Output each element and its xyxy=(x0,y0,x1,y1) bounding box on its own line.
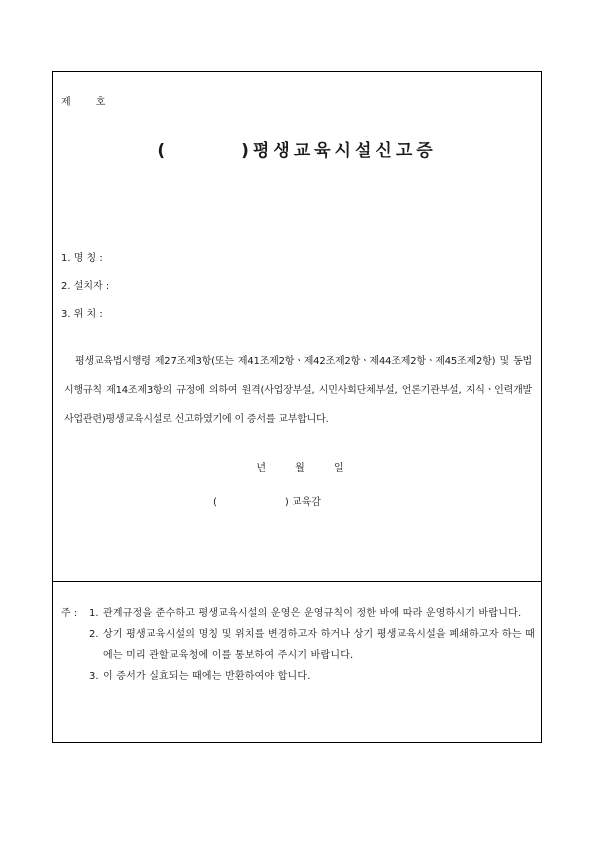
field-location-label: 3. 위 치 : xyxy=(61,309,103,320)
notes-heading: 주 : xyxy=(61,608,78,619)
certificate-body-text: 평생교육법시행령 제27조제3항(또는 제41조제2항ㆍ제42조제2항ㆍ제44조제2항ㆍ제45조제2항) 및 동법시행규칙 제14조제3항의 규정에 의하여 원격(사업장부설, 시민사회단체부설, 언론기관부설, 지식ㆍ인력개발사업관련)평생교육시설로 신고하였기에 이 증서를 교부합니다. xyxy=(64,356,532,425)
office-title: ) 교육감 xyxy=(284,497,321,508)
page-title xyxy=(53,136,541,161)
note-item xyxy=(89,624,535,666)
notes-section xyxy=(61,603,535,687)
field-founder-label: 2. 설치자 : xyxy=(61,281,110,292)
note-item xyxy=(89,666,535,687)
note-text: 관계규정을 준수하고 평생교육시설의 운영은 운영규칙이 정한 바에 따라 운영하시기 바랍니다. xyxy=(103,608,522,619)
issue-date-line: 년 월 일 xyxy=(256,463,344,474)
note-text: 이 증서가 실효되는 때에는 반환하여야 합니다. xyxy=(103,671,311,682)
note-number: 3. xyxy=(89,671,99,682)
notes-divider xyxy=(53,581,541,582)
certificate-frame xyxy=(52,71,542,743)
note-text: 상기 평생교육시설의 명칭 및 위치를 변경하고자 하거나 상기 평생교육시설을 폐쇄하고자 하는 때에는 미리 관할교육청에 이를 통보하여 주시기 바랍니다. xyxy=(103,629,535,661)
issue-number-label: 제 호 xyxy=(61,97,106,108)
title-text: )평생교육시설신고증 xyxy=(241,141,437,161)
note-item xyxy=(89,603,535,624)
note-number: 1. xyxy=(89,608,99,619)
note-number: 2. xyxy=(89,629,99,640)
issuing-office-line xyxy=(213,493,321,508)
field-name-label: 1. 명 칭 : xyxy=(61,253,103,264)
office-open-paren: ( xyxy=(213,497,217,508)
title-open-paren: ( xyxy=(157,141,170,161)
